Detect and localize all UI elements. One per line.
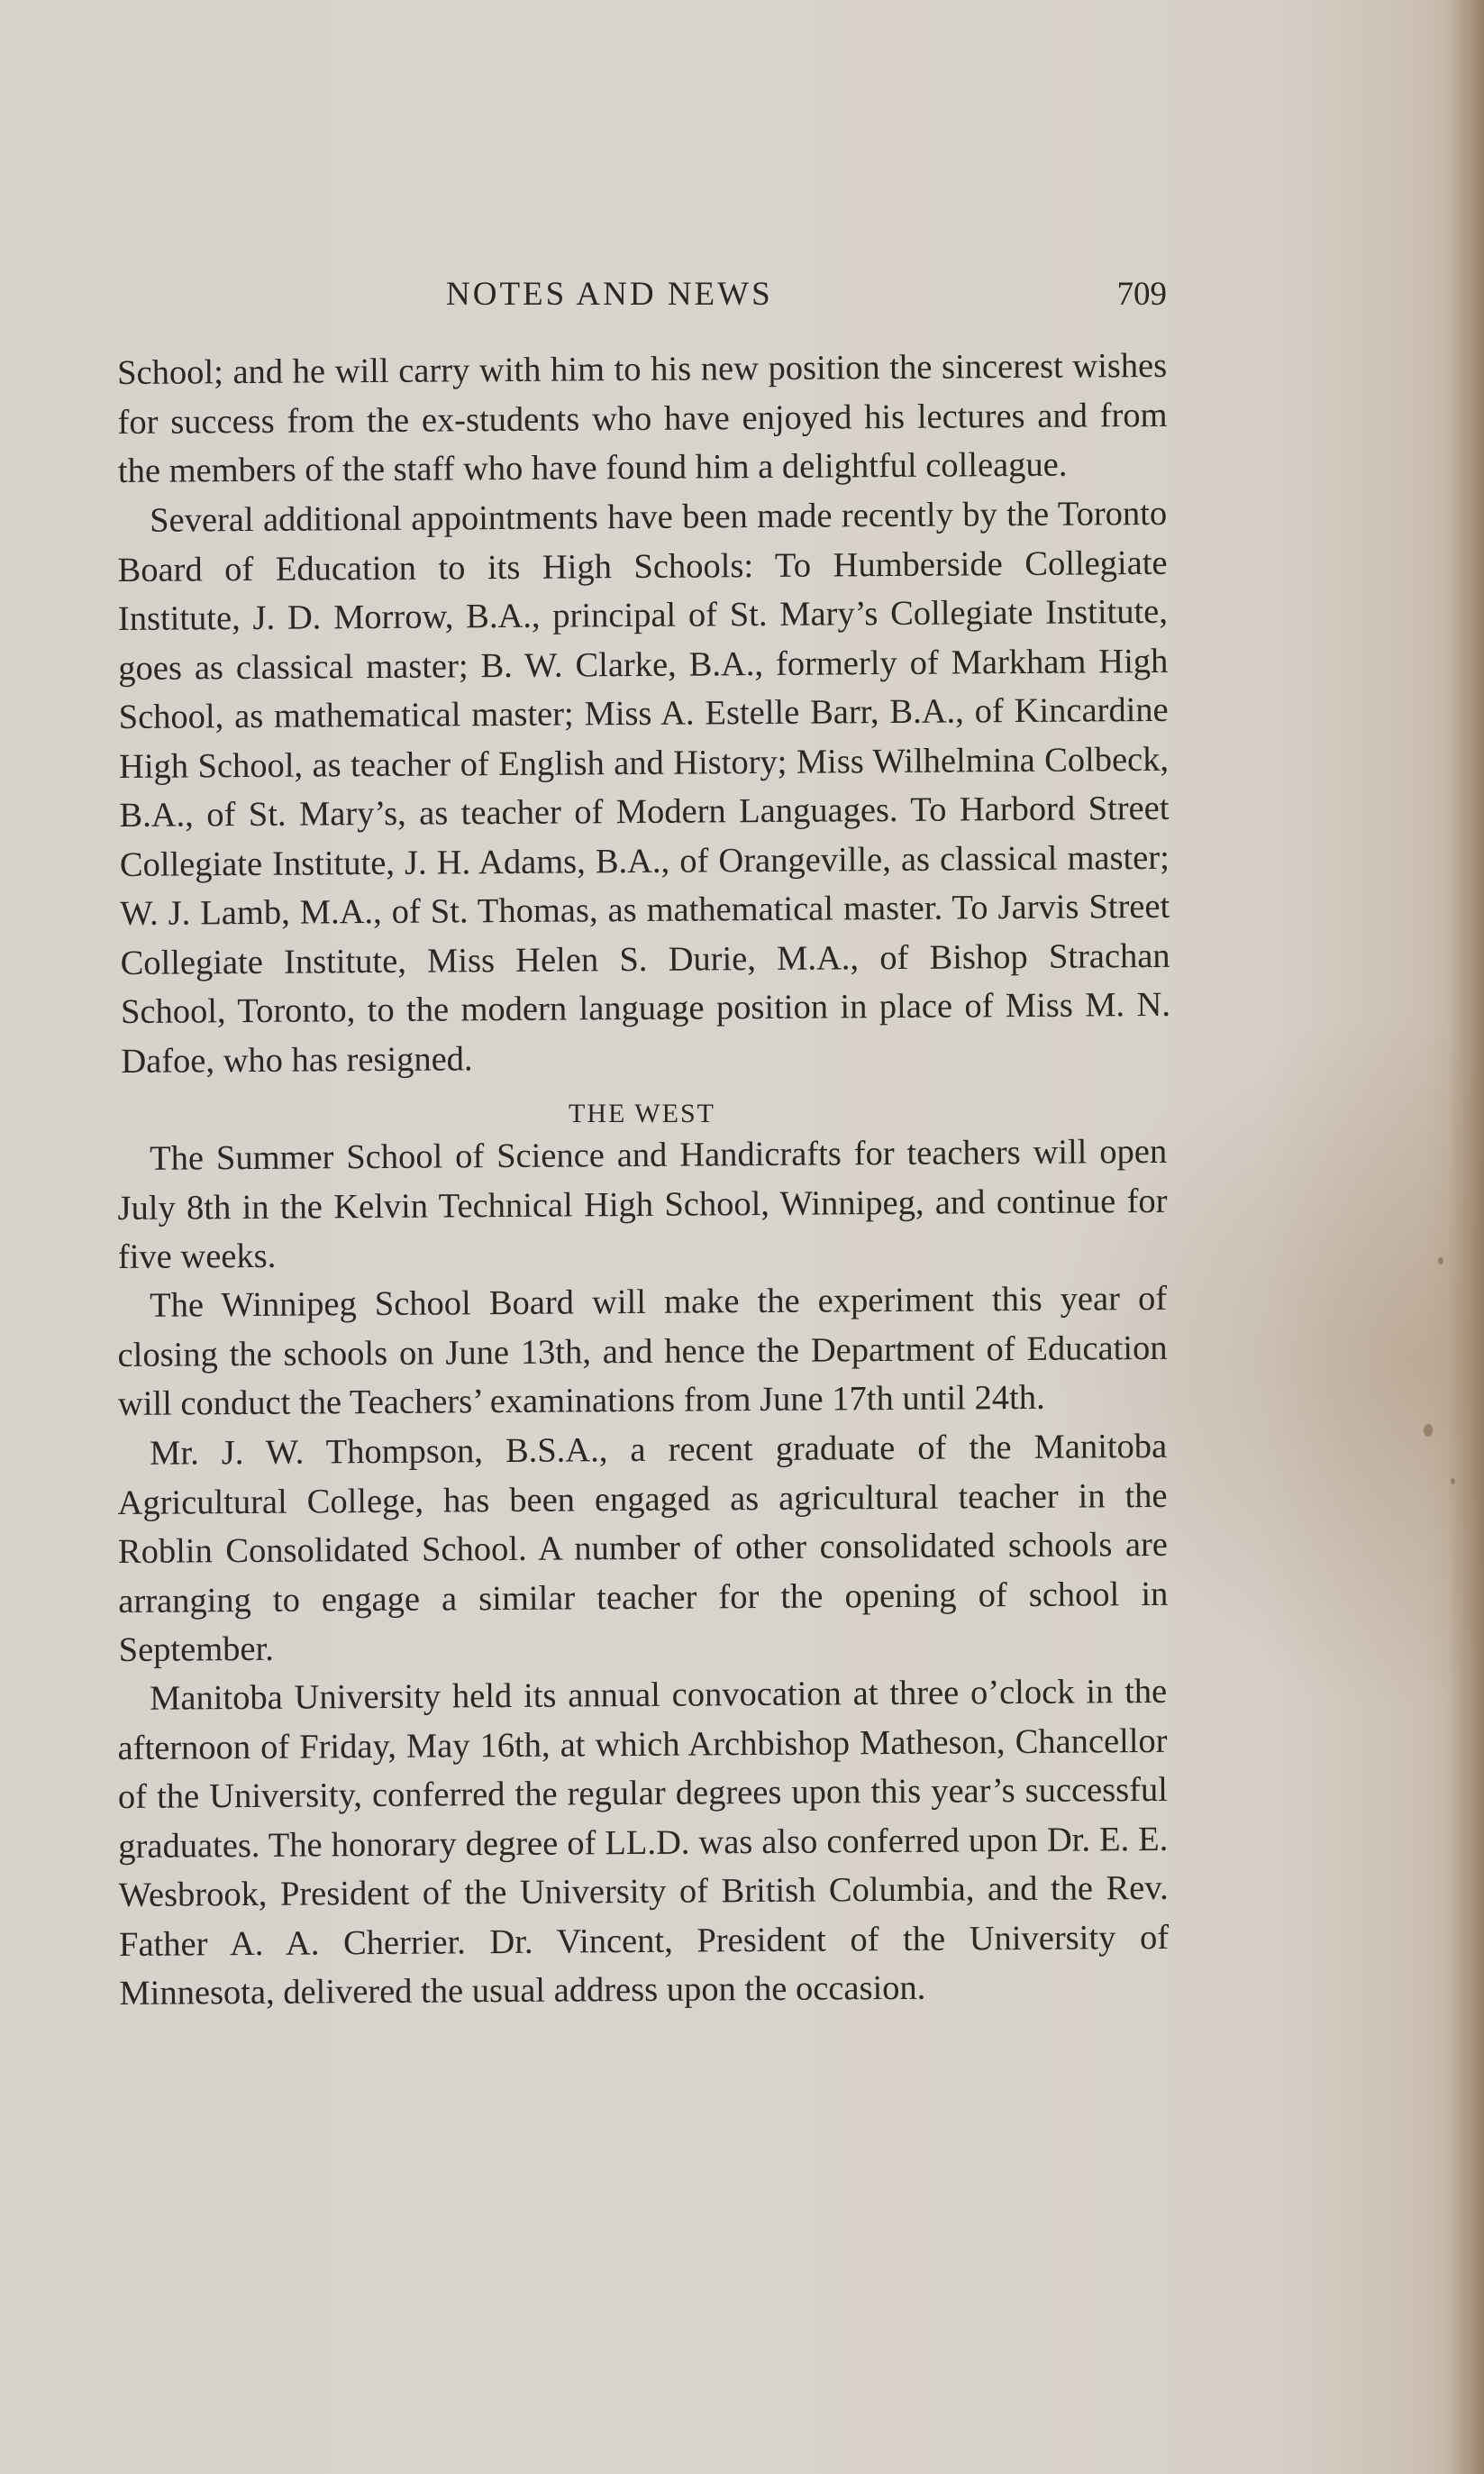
page-number: 709 bbox=[1116, 276, 1167, 313]
page-edge-stain bbox=[1448, 0, 1484, 2474]
page-header bbox=[117, 275, 1167, 320]
paragraph: Several additional appointments have been made recently by the Toronto Board of Education to its High Schools: To Humberside Collegiate Institute, J. D. Morrow, B.A., principal of St. Mary’s Collegiate Institute, goes as classical master; B. W. Clarke, B.A., formerly of Markham High School, as mathematical master; Miss A. Estelle Barr, B.A., of Kincardine High School, as teacher of English and History; Miss Wilhelmina Colbeck, B.A., of St. Mary’s, as teacher of Modern Languages. To Harbord Street Collegiate Institute, J. H. Adams, B.A., of Orangeville, as classical master; W. J. Lamb, M.A., of St. Thomas, as mathematical master. To Jarvis Street Collegiate Institute, Miss Helen S. Durie, M.A., of Bishop Strachan School, Toronto, to the modern language position in place of Miss M. N. Dafoe, who has resigned. bbox=[117, 494, 1171, 1080]
paragraph: The Winnipeg School Board will make the experiment this year of closing the schools on June 13th, and hence the Department of Education will conduct the Teachers’ examinations from June 17th until 24th. bbox=[117, 1279, 1168, 1423]
foxing-spot bbox=[1451, 1478, 1455, 1484]
running-title: NOTES AND NEWS bbox=[446, 276, 773, 313]
section-heading: THE WEST bbox=[569, 1098, 715, 1128]
article-body bbox=[117, 346, 1171, 2019]
foxing-spot bbox=[1424, 1424, 1433, 1437]
paragraph: School; and he will carry with him to his new position the sincerest wishes for success from the ex-students who have enjoyed his lectures and from the members of the staff who have found him a delightful colleague. bbox=[117, 346, 1168, 490]
paragraph: Manitoba University held its annual convocation at three o’clock in the afternoon of Friday, May 16th, at which Archbishop Matheson, Chancellor of the University, conferred the regular degrees upon this year’s successful graduates. The honorary degree of LL.D. was also conferred upon Dr. E. E. Wesbrook, President of the University of British Columbia, and the Rev. Father A. A. Cherrier. Dr. Vincent, President of the University of Minnesota, delivered the usual address upon the occasion. bbox=[117, 1672, 1170, 2013]
paragraph: The Summer School of Science and Handicrafts for teachers will open July 8th in the Kelvin Technical High School, Winnipeg, and continue for five weeks. bbox=[117, 1132, 1168, 1276]
paragraph: Mr. J. W. Thompson, B.S.A., a recent graduate of the Manitoba Agricultural College, has been engaged as agricultural teacher in the Roblin Consolidated School. A number of other consolidated schools are arranging to engage a similar teacher for the opening of school in September. bbox=[117, 1427, 1169, 1669]
foxing-spot bbox=[1438, 1257, 1443, 1264]
